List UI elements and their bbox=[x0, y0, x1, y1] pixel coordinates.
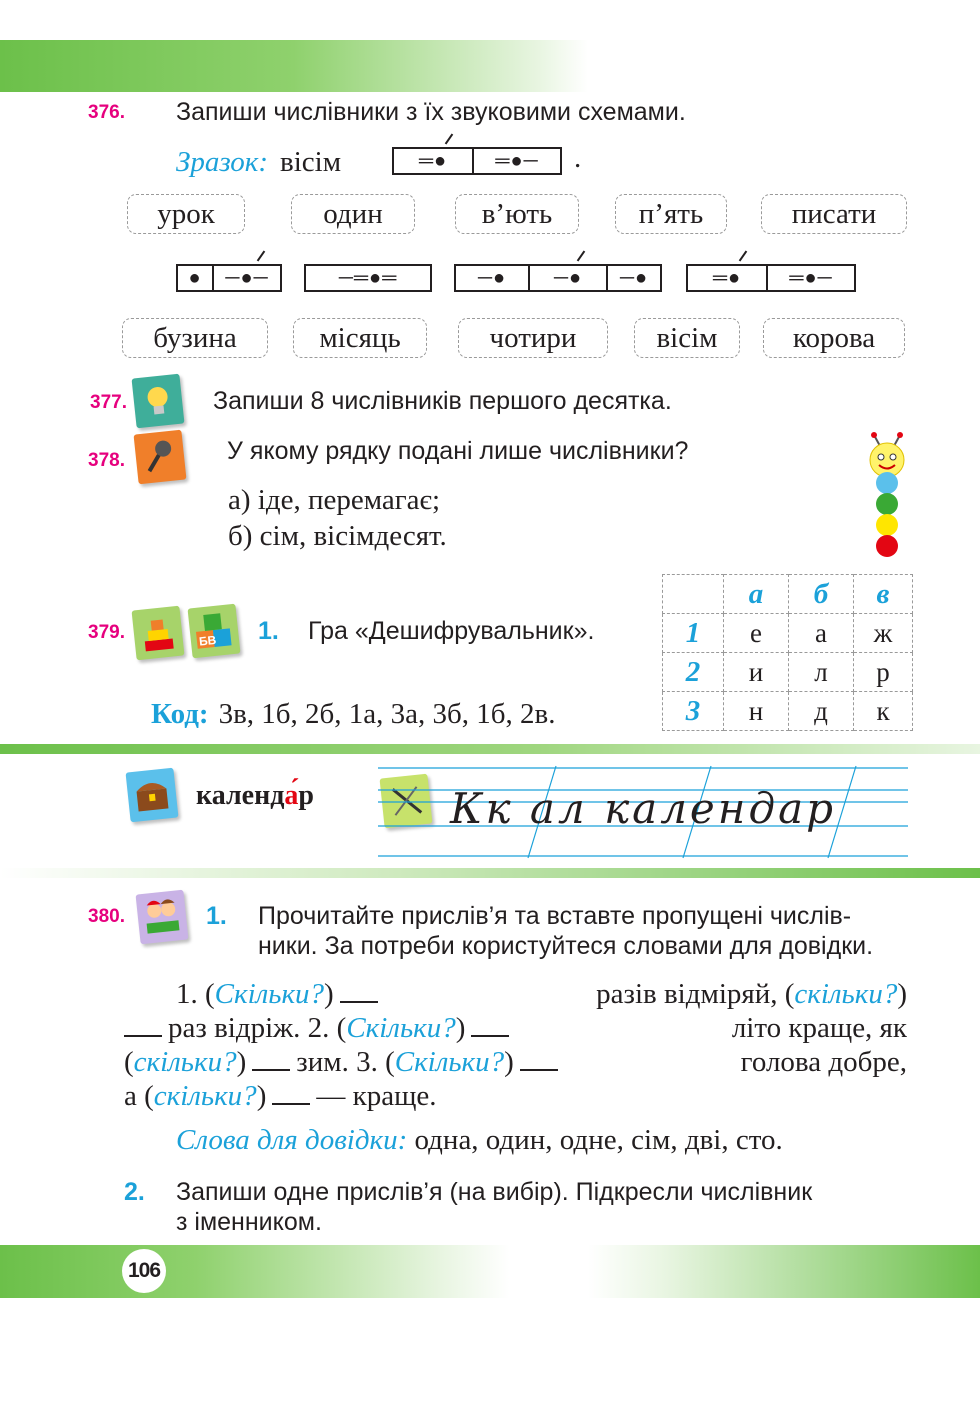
word-card: урок bbox=[127, 194, 245, 234]
sample-scheme bbox=[392, 147, 562, 175]
top-band bbox=[0, 40, 980, 92]
task2-line-1: Запиши одне прислів’я (на вибір). Підкресли числівник bbox=[176, 1178, 813, 1206]
word-card: місяць bbox=[293, 318, 427, 358]
table-cell: а bbox=[789, 614, 854, 653]
instruction-line-1: Прочитайте прислів’я та вставте пропущені числів- bbox=[258, 902, 852, 930]
column-header: а bbox=[724, 575, 789, 614]
word-card: в’ють bbox=[455, 194, 579, 234]
caterpillar-segment bbox=[876, 514, 898, 536]
cipher-table bbox=[662, 574, 913, 731]
table-cell: р bbox=[854, 653, 913, 692]
word-card: чотири bbox=[458, 318, 608, 358]
task2-line-2: з іменником. bbox=[176, 1208, 322, 1236]
word-card: п’ять bbox=[615, 194, 727, 234]
proverb-line-2: раз відріж. 2. (Скільки?) літо краще, як bbox=[124, 1012, 907, 1045]
instruction-line-2: ники. За потреби користуйтеся словами для довідки. bbox=[258, 932, 874, 960]
scheme-syllable: ═●─ bbox=[495, 149, 539, 172]
table-cell: н bbox=[724, 692, 789, 731]
exercise-379-text: Гра «Дешифрувальник». bbox=[308, 617, 595, 645]
column-header: б bbox=[789, 575, 854, 614]
option-b: б) сім, вісімдесят. bbox=[228, 520, 447, 552]
exercise-380-item2: 2. bbox=[124, 1178, 145, 1206]
code-label: Код: bbox=[151, 698, 209, 730]
caterpillar-segment bbox=[876, 535, 898, 557]
table-row bbox=[663, 692, 913, 731]
sample-line bbox=[176, 142, 341, 182]
exercise-number-377: 377. bbox=[90, 392, 127, 413]
table-cell: д bbox=[789, 692, 854, 731]
block-letters: БВ bbox=[198, 632, 217, 649]
lightbulb-icon bbox=[132, 374, 185, 429]
scheme-syllable: ─●─ bbox=[214, 266, 280, 290]
exercise-number-376: 376. bbox=[88, 102, 125, 123]
word-card: вісім bbox=[634, 318, 740, 358]
sample-period: . bbox=[574, 142, 582, 174]
code-line bbox=[151, 698, 555, 731]
treasure-chest-icon bbox=[126, 768, 179, 823]
scheme-syllable: ─● bbox=[456, 266, 530, 290]
word-card: один bbox=[291, 194, 415, 234]
scheme-syllable: ─● bbox=[530, 266, 608, 290]
word-card: бузина bbox=[122, 318, 268, 358]
proverb-line-4: а (скільки?) — краще. bbox=[124, 1080, 437, 1112]
scheme-2 bbox=[304, 264, 432, 292]
table-row bbox=[663, 653, 913, 692]
stressed-letter: а́ bbox=[284, 780, 299, 811]
table-corner-cell bbox=[663, 575, 724, 614]
cursive-sample: Кк ал календар bbox=[450, 784, 836, 833]
exercise-380-item1: 1. bbox=[206, 902, 227, 930]
table-cell: к bbox=[854, 692, 913, 731]
exercise-number-379: 379. bbox=[88, 622, 125, 643]
page-number: 106 bbox=[127, 1259, 161, 1282]
table-cell: е bbox=[724, 614, 789, 653]
column-header: в bbox=[854, 575, 913, 614]
word-card: корова bbox=[763, 318, 905, 358]
option-a: а) іде, перемагає; bbox=[228, 484, 441, 516]
scheme-syllable: ═● bbox=[688, 266, 768, 290]
scheme-syllable: ═●─ bbox=[789, 266, 833, 289]
scheme-4 bbox=[686, 264, 856, 292]
exercise-377-text: Запиши 8 числівників першого десятка. bbox=[213, 387, 672, 415]
row-header: 2 bbox=[663, 653, 724, 692]
vocab-top-line bbox=[0, 744, 980, 754]
caterpillar-segment bbox=[876, 493, 898, 515]
table-cell: и bbox=[724, 653, 789, 692]
children-reading-icon bbox=[136, 890, 189, 945]
caterpillar-segment bbox=[876, 472, 898, 494]
table-cell: ж bbox=[854, 614, 913, 653]
sample-label: Зразок: bbox=[176, 145, 269, 178]
scheme-syllable: ─● bbox=[619, 266, 649, 289]
code-value: 3в, 1б, 2б, 1а, 3а, 3б, 1б, 2в. bbox=[218, 698, 556, 730]
exercise-number-380: 380. bbox=[88, 906, 125, 927]
scheme-syllable: ● bbox=[178, 266, 214, 290]
sample-word: вісім bbox=[280, 145, 342, 178]
page-number-badge bbox=[122, 1249, 166, 1293]
pyramid-toy-icon bbox=[132, 606, 185, 661]
row-header: 1 bbox=[663, 614, 724, 653]
vocab-word: календа́р bbox=[196, 780, 314, 811]
vocab-bottom-line bbox=[0, 868, 980, 878]
table-row bbox=[663, 614, 913, 653]
exercise-378-question: У якому рядку подані лише числівники? bbox=[227, 437, 689, 465]
table-cell: л bbox=[789, 653, 854, 692]
proverb-line-3: (скільки?) зим. 3. (Скільки?) голова добре, bbox=[124, 1046, 907, 1078]
scheme-syllable: ═● bbox=[394, 149, 474, 173]
microphone-icon bbox=[134, 430, 187, 485]
table-row bbox=[663, 575, 913, 614]
scheme-1 bbox=[176, 264, 282, 292]
scheme-3 bbox=[454, 264, 662, 292]
word-card: писати bbox=[761, 194, 907, 234]
exercise-376-instruction: Запиши числівники з їх звуковими схемами. bbox=[176, 98, 686, 126]
exercise-379-item: 1. bbox=[258, 617, 279, 645]
row-header: 3 bbox=[663, 692, 724, 731]
proverb-line-1: 1. (Скільки?) разів відміряй, (скільки?) bbox=[176, 978, 907, 1010]
letter-blocks-icon bbox=[188, 604, 241, 659]
help-words: Слова для довідки: одна, один, одне, сім, дві, сто. bbox=[176, 1124, 783, 1156]
exercise-number-378: 378. bbox=[88, 450, 125, 471]
scheme-syllable: ─═●═ bbox=[338, 266, 398, 289]
